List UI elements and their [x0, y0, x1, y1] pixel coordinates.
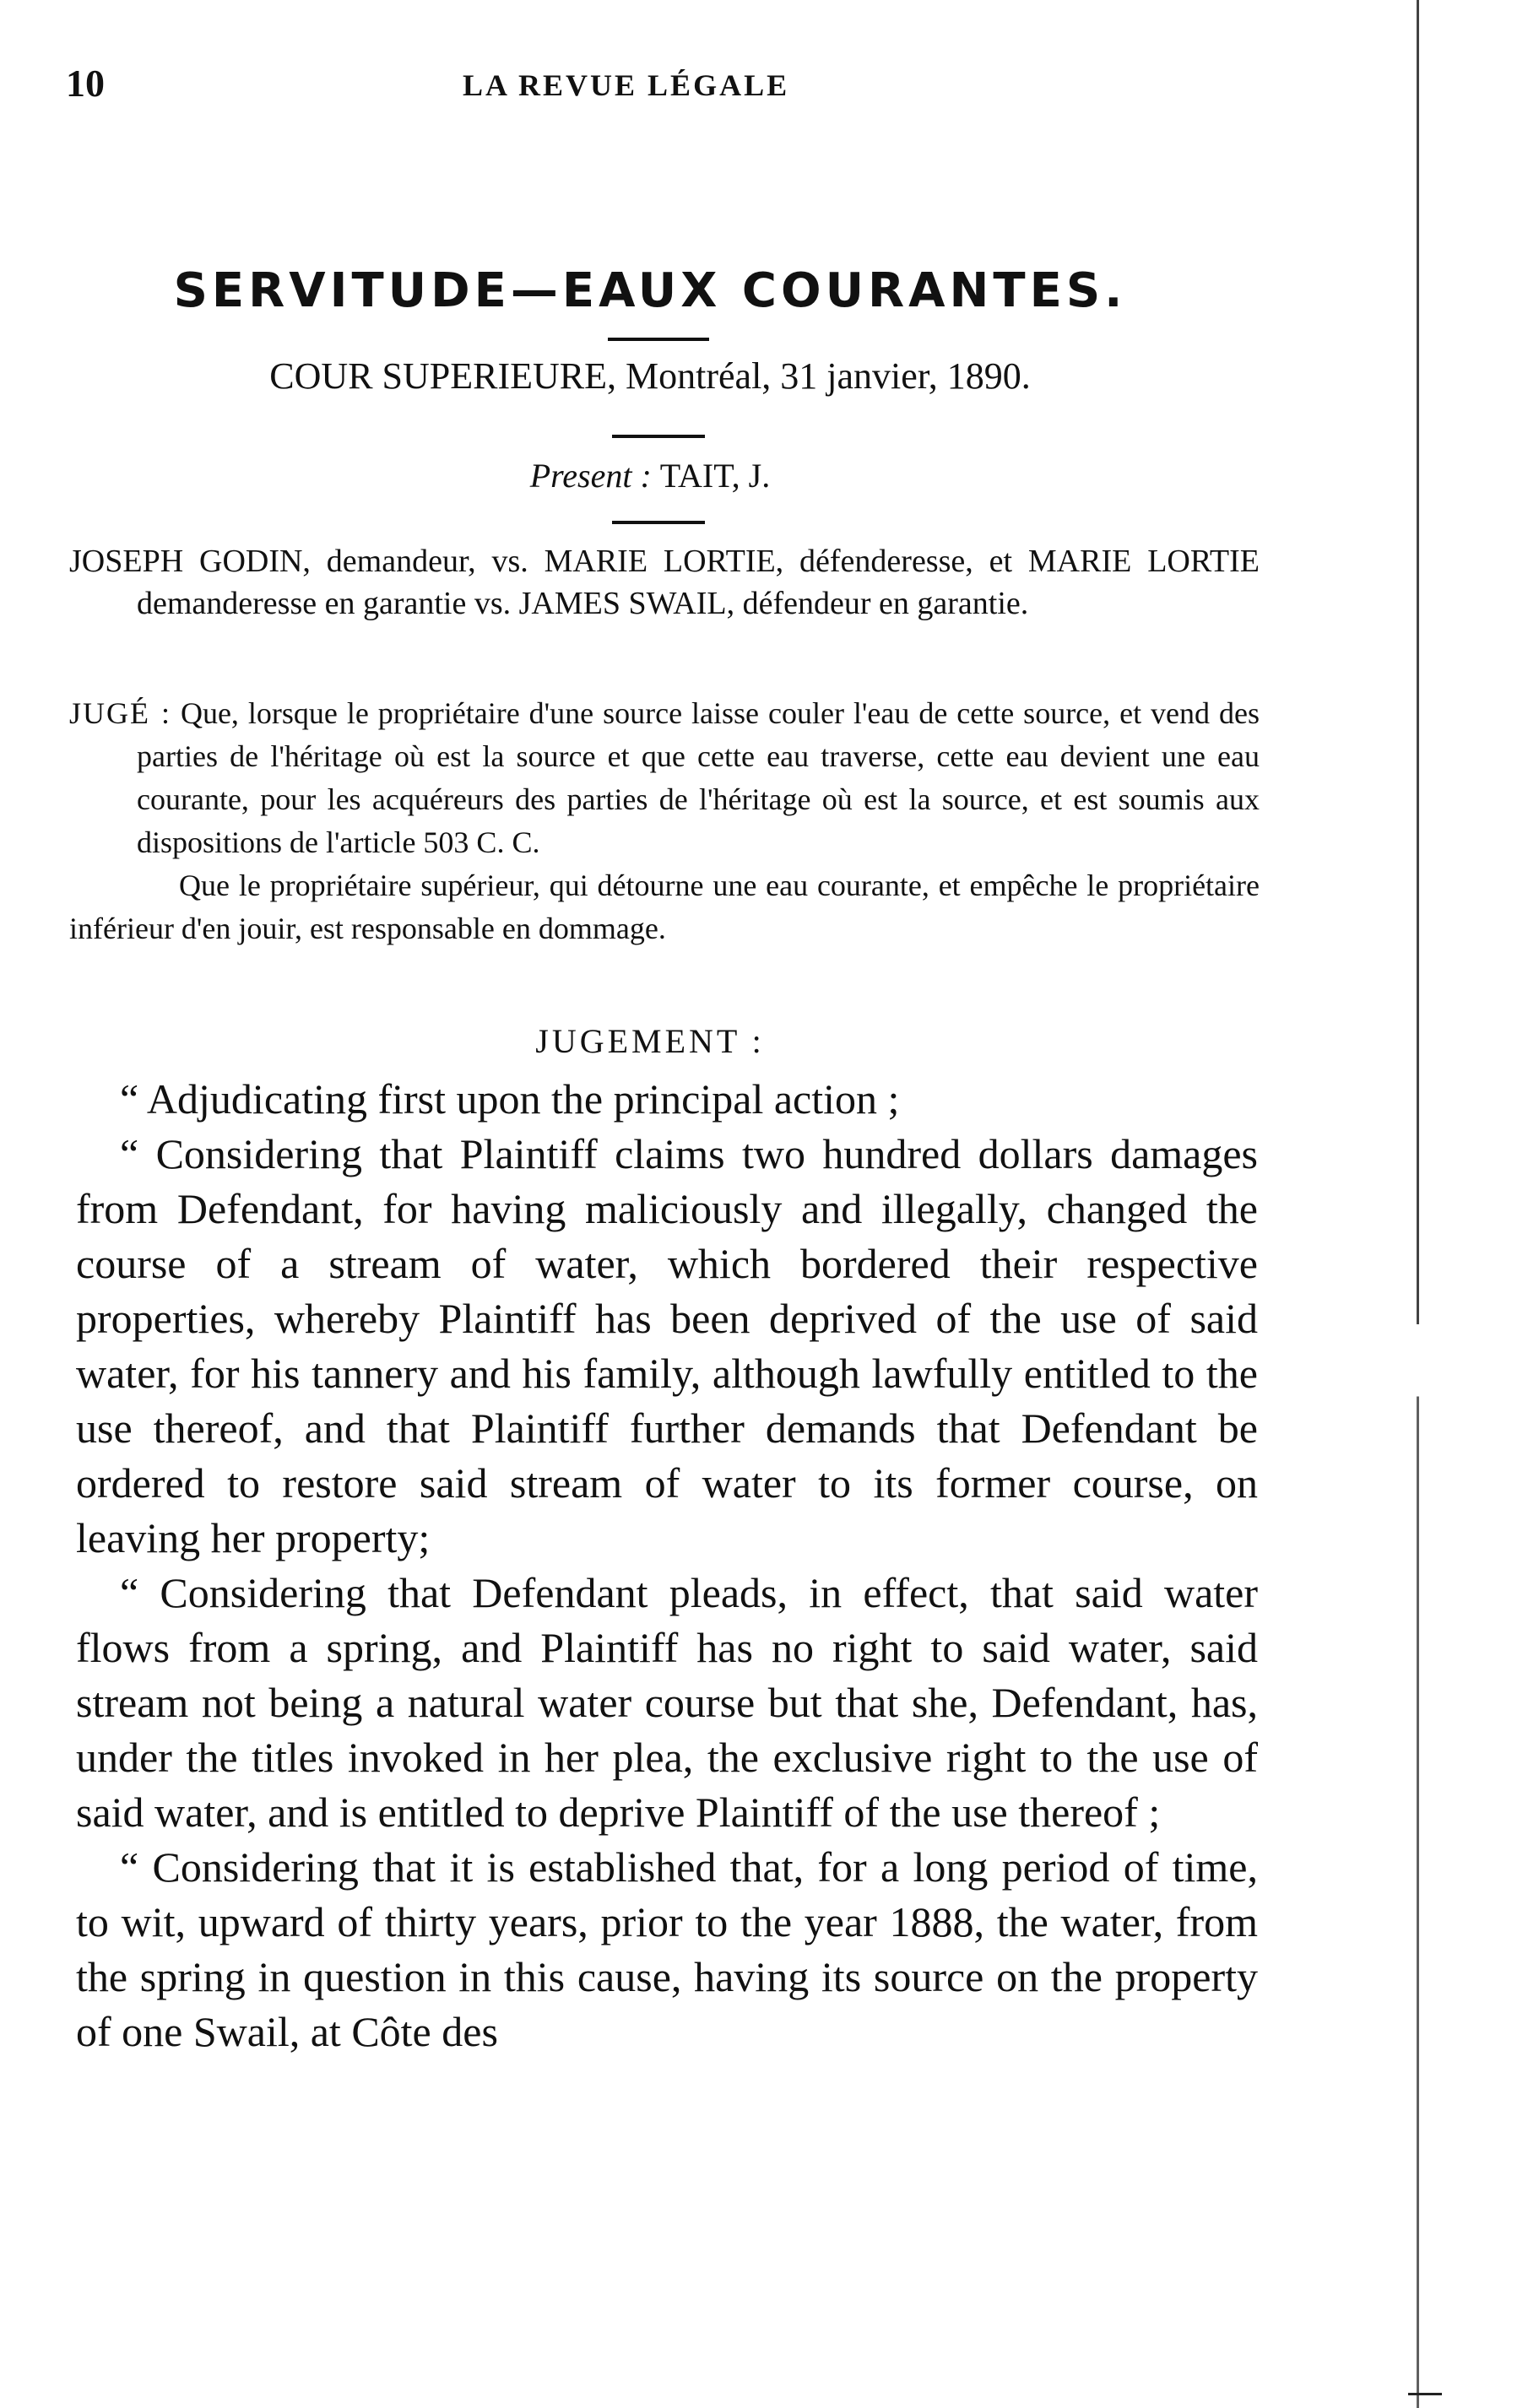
body-paragraph: “ Considering that Defendant pleads, in effect, that said water flows from a spring, and Plaintiff has no right to said water, said stream not being a natural water course but that she, Defendant, has, under the titles invoked in her plea, the exclusive right to the use of said water, and is entitled to deprive Plaintiff of the use thereof ; — [76, 1569, 1258, 1836]
headnote-label: JUGÉ : — [69, 696, 171, 730]
parties-paragraph — [69, 540, 1260, 625]
present-judge: TAIT, J. — [659, 457, 771, 495]
article-title: SERVITUDE—EAUX COURANTES. — [173, 263, 1127, 318]
body-paragraph: “ Adjudicating first upon the principal action ; — [120, 1075, 900, 1123]
jugement-heading: JUGEMENT : — [535, 1022, 765, 1060]
headnote — [69, 692, 1260, 950]
page-number: 10 — [66, 62, 105, 105]
parties-text: JOSEPH GODIN, demandeur, vs. MARIE LORTIE, défenderesse, et MARIE LORTIE demanderesse en garantie vs. JAMES SWAIL, défendeur en garantie. — [69, 544, 1260, 621]
judgment-body — [76, 1072, 1258, 2059]
headnote-paragraph: Que le propriétaire supérieur, qui détourne une eau courante, et empêche le propriétaire inférieur d'en jouir, est responsable en dommage. — [69, 869, 1260, 945]
margin-rule — [1417, 0, 1419, 2408]
present-line — [0, 456, 1300, 495]
body-paragraph: “ Considering that it is established that, for a long period of time, to wit, upward of thirty years, prior to the year 1888, the water, from the spring in question in this cause, having its source on the property of one Swail, at Côte des — [76, 1843, 1258, 2055]
court-line: COUR SUPERIEURE, Montréal, 31 janvier, 1890. — [269, 355, 1031, 397]
headnote-text-1: Que, lorsque le propriétaire d'une source laisse couler l'eau de cette source, et vend des parties de l'héritage où est la source et que cette eau traverse, cette eau devient une eau courante, pour les acquéreurs des parties de l'héritage où est la source, et est soumis aux dispositions de l'article 503 C. C. — [137, 696, 1260, 859]
present-label: Present : — [529, 457, 652, 495]
headnote-paragraph — [69, 692, 1260, 864]
divider-rule — [612, 521, 705, 524]
running-head: LA REVUE LÉGALE — [463, 68, 790, 102]
margin-rule-foot — [1408, 2393, 1442, 2395]
divider-rule — [608, 338, 709, 341]
divider-rule — [612, 435, 705, 438]
body-paragraph: “ Considering that Plaintiff claims two hundred dollars damages from Defendant, for having maliciously and illegally, changed the course of a stream of water, which bordered their respective properties, whereby Plaintiff has been deprived of the use of said water, for his tannery and his family, although lawfully entitled to the use thereof, and that Plaintiff further demands that Defendant be ordered to restore said stream of water to its former course, on leaving her property; — [76, 1130, 1258, 1561]
page-header — [66, 61, 1290, 111]
